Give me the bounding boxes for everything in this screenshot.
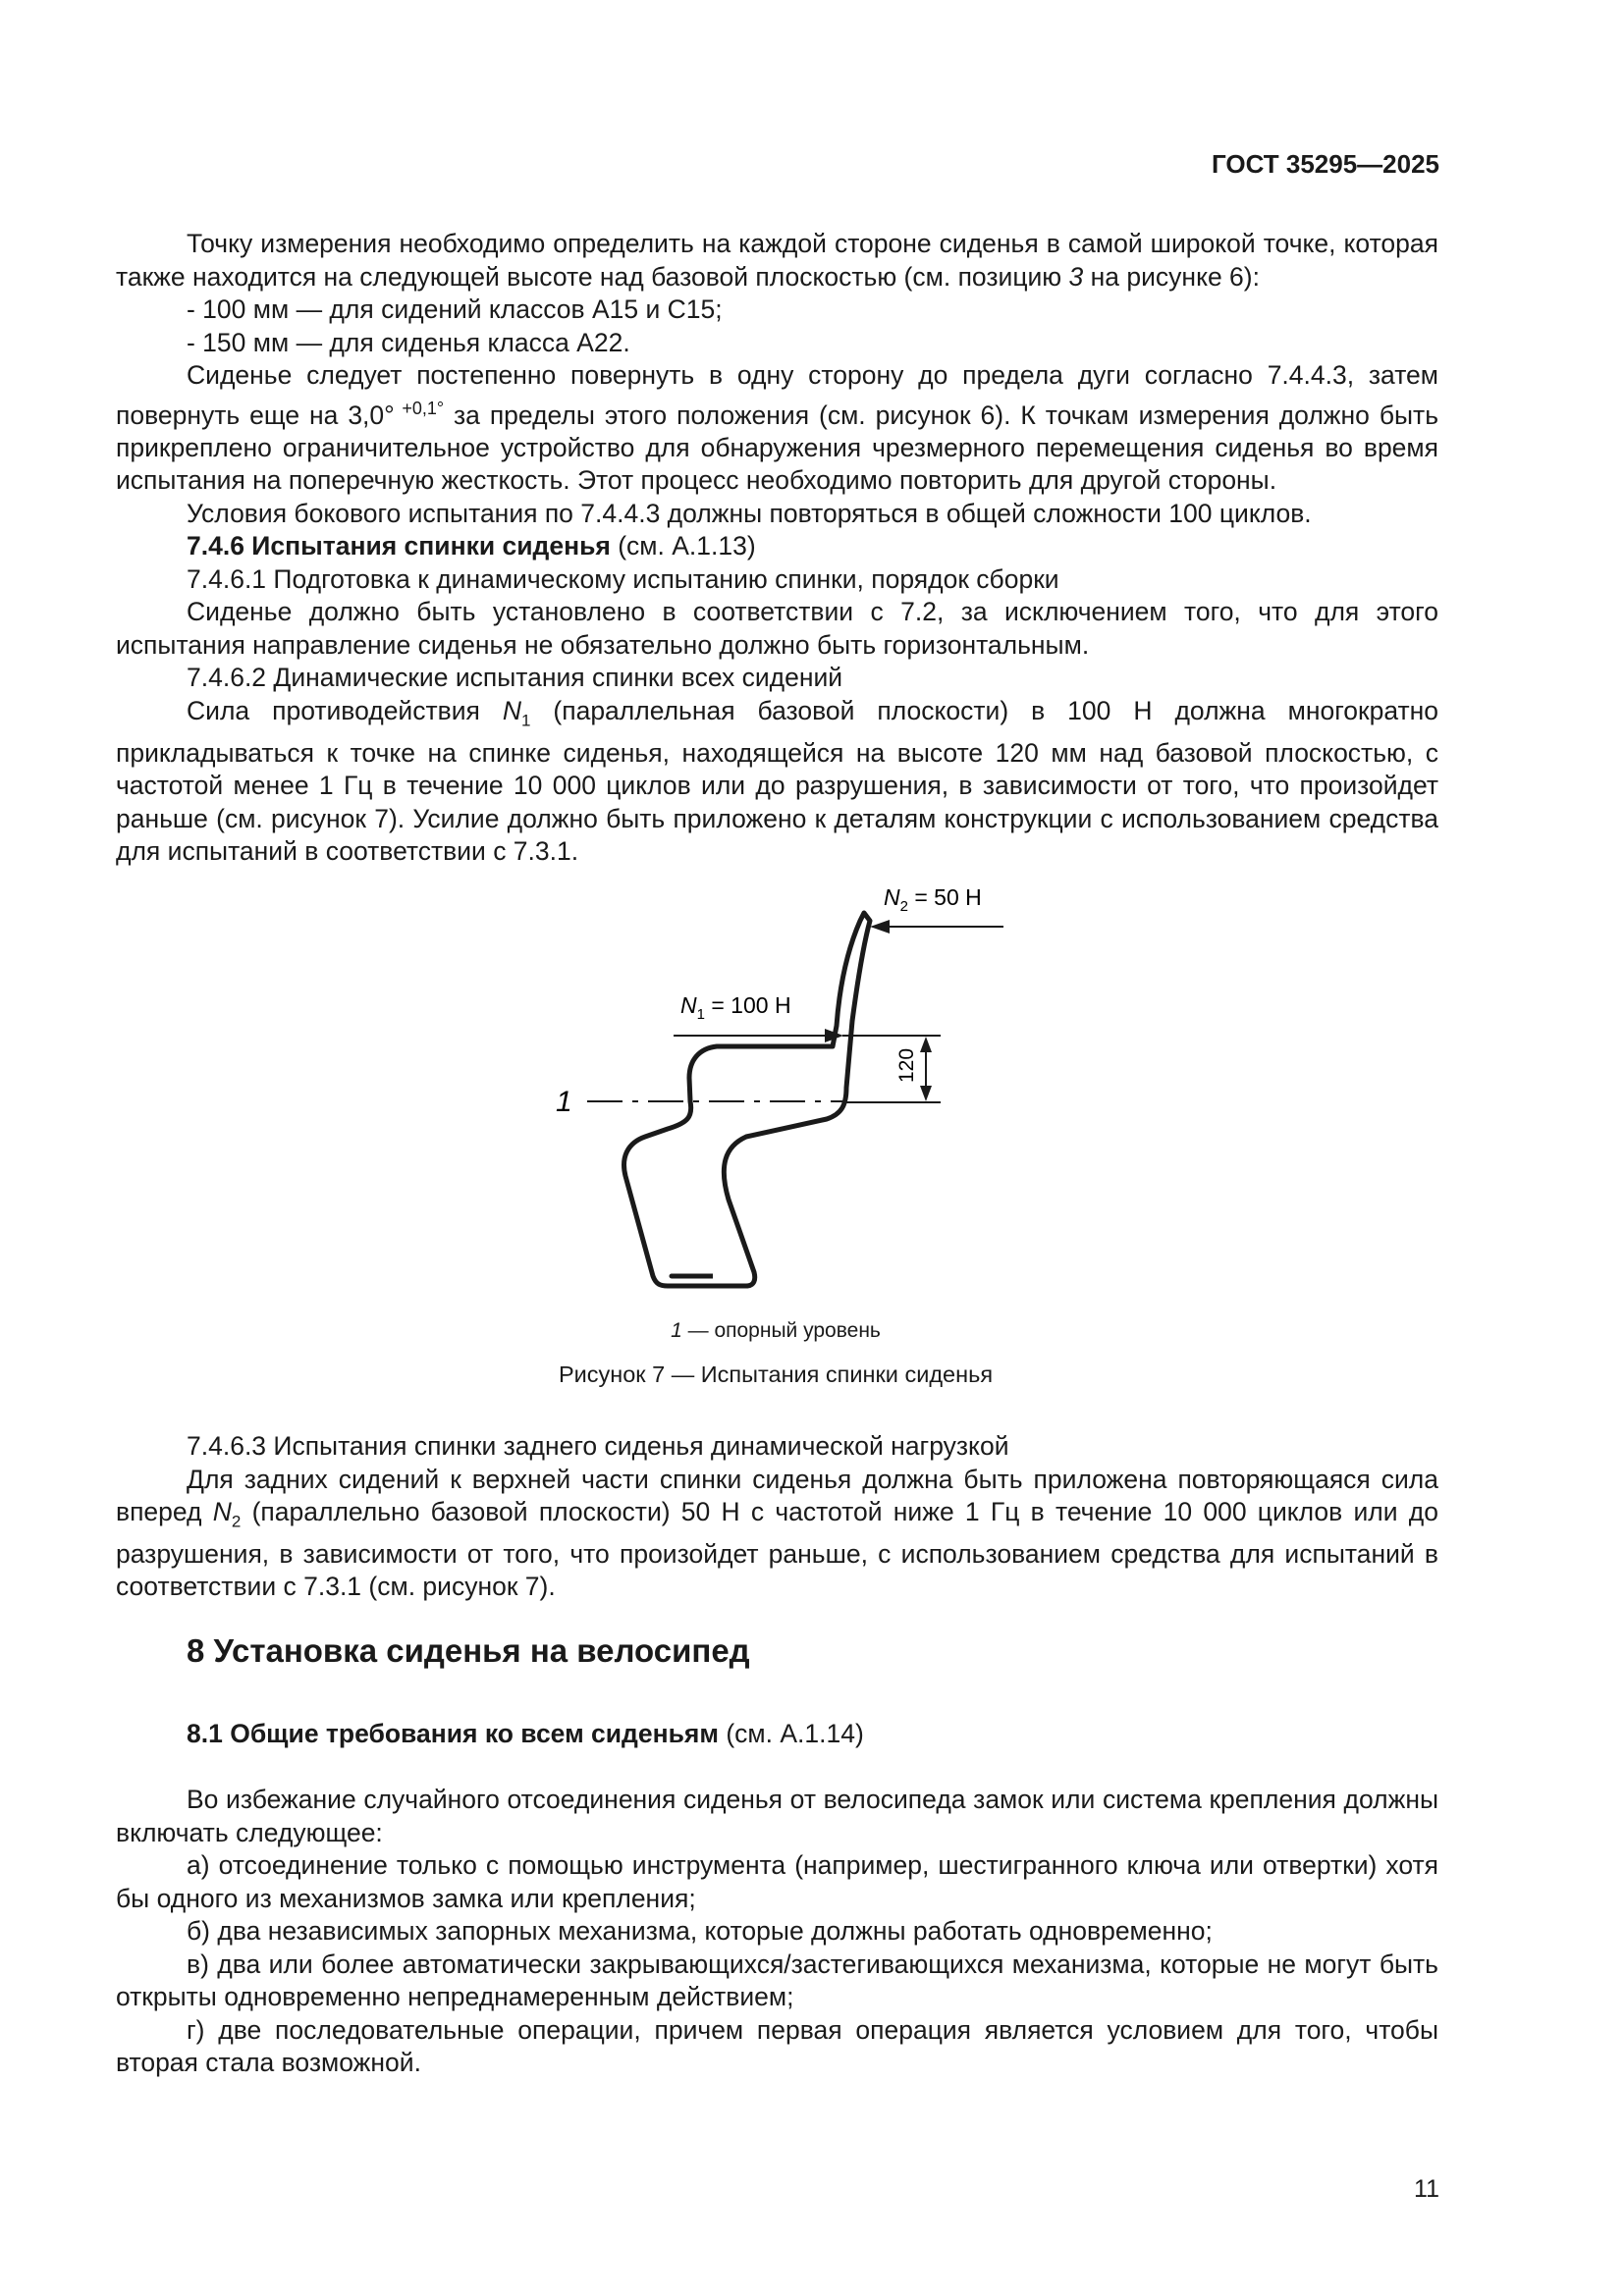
n1-symbol: N bbox=[680, 992, 697, 1018]
tolerance-superscript: +0,1° bbox=[394, 398, 445, 418]
figure-7-diagram bbox=[550, 874, 1021, 1306]
position-number: 3 bbox=[1068, 261, 1084, 292]
dim-arrow-top bbox=[920, 1037, 932, 1052]
paragraph bbox=[116, 695, 1438, 869]
heading-bold: 8.1 Общие требования ко всем сиденьям bbox=[187, 1719, 719, 1748]
force-symbol: N bbox=[212, 1497, 232, 1526]
page-number: 11 bbox=[1414, 2175, 1439, 2203]
subsection-title: 7.4.6.3 Испытания спинки заднего сиденья динамической нагрузкой bbox=[187, 1431, 1009, 1461]
list-item: - 100 мм — для сидений классов A15 и C15; bbox=[187, 294, 723, 324]
section-heading-81 bbox=[116, 1718, 1438, 1751]
text: (параллельно базовой плоскости) 50 Н с частотой ниже 1 Гц в течение 10 000 циклов или до разрушения, в зависимости от того, что произойдет раньше, с использованием средства для испытаний в соответствии с 7.3.1 (см. рисунок 7). bbox=[116, 1497, 1438, 1602]
figure-caption: Рисунок 7 — Испытания спинки сиденья bbox=[558, 1362, 994, 1387]
n2-symbol: N bbox=[884, 884, 900, 910]
legend-number: 1 bbox=[671, 1319, 682, 1342]
dim-label: 120 bbox=[895, 1047, 918, 1083]
n2-arrowhead bbox=[870, 920, 890, 934]
subsection-title: 7.4.6.2 Динамические испытания спинки всех сидений bbox=[187, 663, 843, 693]
paragraph: Во избежание случайного отсоединения сиденья от велосипеда замок или система крепления должны включать следующее: bbox=[116, 1785, 1438, 1847]
text-block-top bbox=[116, 228, 1438, 869]
list-item: в) два или более автоматически закрывающихся/застегивающихся механизма, которые не могут быть открыты одновременно непреднамеренным действием; bbox=[116, 1949, 1438, 2011]
rotation-text-end: за пределы этого положения (см. рисунок 6). К точкам измерения должно быть прикреплено ограничительное устройство для обнаружения чрезмерного перемещения сиденья во время испытания на поперечную жесткость. Этот процесс необходимо повторить для другой стороны. bbox=[116, 400, 1439, 496]
text: Для задних сидений к верхней части спинки сиденья должна быть приложена повторяющаяся сила вперед bbox=[116, 1464, 1438, 1526]
legend-text: — опорный уровень bbox=[681, 1319, 881, 1342]
heading-ref: (см. A.1.14) bbox=[718, 1719, 864, 1748]
seat-outline bbox=[624, 913, 870, 1286]
reference-number: 1 bbox=[556, 1086, 572, 1118]
rotation-paragraph bbox=[116, 359, 1438, 498]
text: (параллельная базовой плоскости) в 100 Н должна многократно прикладываться к точке на спинке сиденья, находящейся на высоте 120 мм над базовой плоскостью, с частотой менее 1 Гц в течение 10 000 циклов или до разрушения, в зависимости от того, что произойдет раньше (см. рисунок 7). Усилие должно быть приложено к деталям конструкции с использованием средства для испытаний в соответствии с 7.3.1. bbox=[116, 695, 1439, 867]
text: Сила противодействия bbox=[187, 695, 503, 725]
list-item: а) отсоединение только с помощью инструмента (например, шестигранного ключа или отвертки) хотя бы одного из механизмов замка или крепления; bbox=[116, 1850, 1438, 1913]
text-block-81 bbox=[116, 1718, 1438, 1751]
force-symbol: N bbox=[502, 695, 521, 725]
n1-value: = 100 Н bbox=[704, 992, 791, 1018]
force-subscript: 2 bbox=[231, 1512, 242, 1531]
heading-bold: 7.4.6 Испытания спинки сиденья bbox=[187, 531, 611, 561]
paragraph: Сиденье должно быть установлено в соответствии с 7.2, за исключением того, что для этого испытания направление сиденья не обязательно должно быть горизонтальным. bbox=[116, 597, 1438, 660]
force-subscript: 1 bbox=[520, 711, 531, 730]
document-header: ГОСТ 35295—2025 bbox=[1212, 149, 1439, 179]
list-item: - 150 мм — для сиденья класса A22. bbox=[187, 327, 630, 357]
n2-subscript: 2 bbox=[899, 898, 908, 915]
text-block-requirements bbox=[116, 1784, 1438, 2080]
section-heading-746 bbox=[116, 530, 1438, 563]
list-item: г) две последовательные операции, причем первая операция является условием для того, чтобы вторая стала возможной. bbox=[116, 2014, 1438, 2077]
subsection-title: 7.4.6.1 Подготовка к динамическому испытанию спинки, порядок сборки bbox=[187, 563, 1059, 594]
n1-subscript: 1 bbox=[696, 1006, 705, 1023]
n2-value: = 50 Н bbox=[907, 884, 982, 910]
rotation-text: Сиденье следует постепенно повернуть в одну сторону до предела дуги согласно 7.4.4.3, затем повернуть еще на 3,0° bbox=[116, 360, 1438, 430]
section-heading-8: 8 Установка сиденья на велосипед bbox=[187, 1632, 750, 1669]
cycles-paragraph: Условия бокового испытания по 7.4.4.3 должны повторяться в общей сложности 100 циклов. bbox=[187, 498, 1312, 528]
intro-text-end: на рисунке 6): bbox=[1083, 261, 1260, 292]
dim-arrow-bottom bbox=[920, 1086, 932, 1101]
n1-label bbox=[680, 992, 791, 1023]
intro-text: Точку измерения необходимо определить на каждой стороне сиденья в самой широкой точке, которая также находится на следующей высоте над базовой плоскостью (см. позицию bbox=[116, 229, 1438, 292]
heading-ref: (см. A.1.13) bbox=[610, 531, 756, 561]
list-item: б) два независимых запорных механизма, которые должны работать одновременно; bbox=[187, 1916, 1213, 1946]
intro-paragraph bbox=[116, 228, 1438, 294]
text-block-7463 bbox=[116, 1430, 1438, 1604]
paragraph bbox=[116, 1464, 1438, 1604]
figure-legend bbox=[0, 1319, 1551, 1343]
n2-label bbox=[884, 884, 982, 915]
